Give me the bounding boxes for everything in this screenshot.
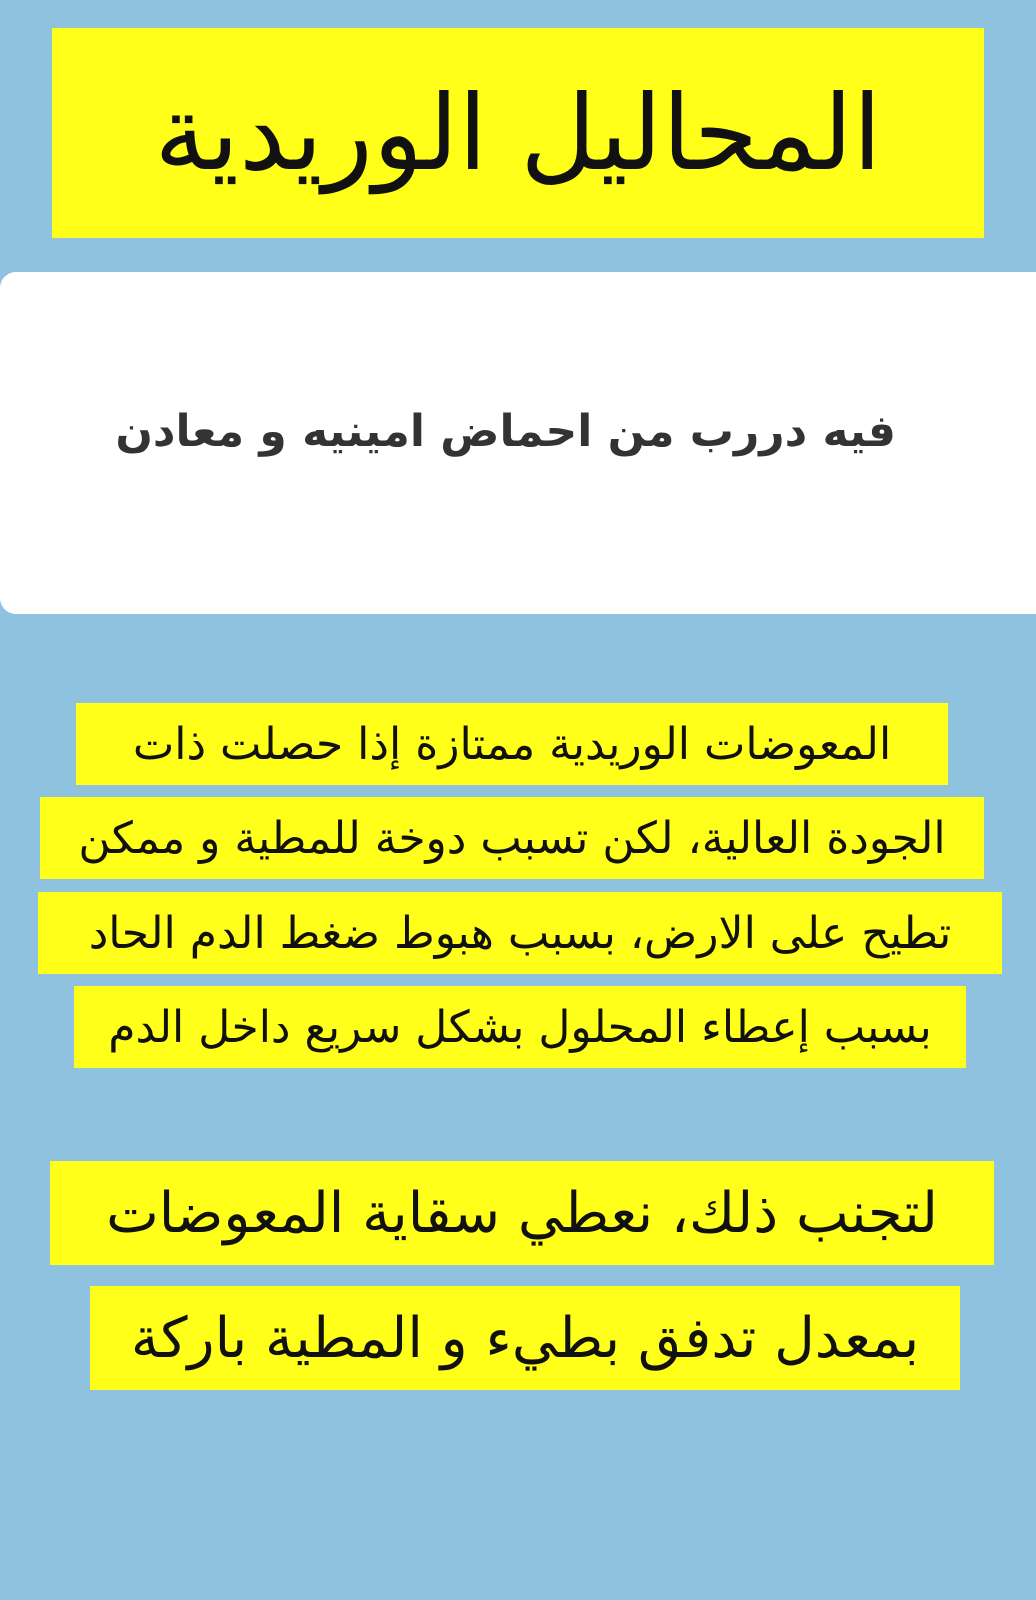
- info-card: [0, 272, 1036, 614]
- paragraph1-line-3: تطيح على الارض، بسبب هبوط ضغط الدم الحاد: [38, 892, 1002, 974]
- title-banner: [52, 28, 984, 238]
- paragraph2-line-2: بمعدل تدفق بطيء و المطية باركة: [90, 1286, 960, 1390]
- paragraph2-line-1: لتجنب ذلك، نعطي سقاية المعوضات: [50, 1161, 994, 1265]
- info-card-text: فيه دررب من احماض امينيه و معادن: [115, 406, 896, 457]
- paragraph1-line-2: الجودة العالية، لكن تسبب دوخة للمطية و ممكن: [40, 797, 984, 879]
- paragraph1-line-4: بسبب إعطاء المحلول بشكل سريع داخل الدم: [74, 986, 966, 1068]
- page-title: المحاليل الوريدية: [154, 72, 882, 194]
- paragraph1-line-1: المعوضات الوريدية ممتازة إذا حصلت ذات: [76, 703, 948, 785]
